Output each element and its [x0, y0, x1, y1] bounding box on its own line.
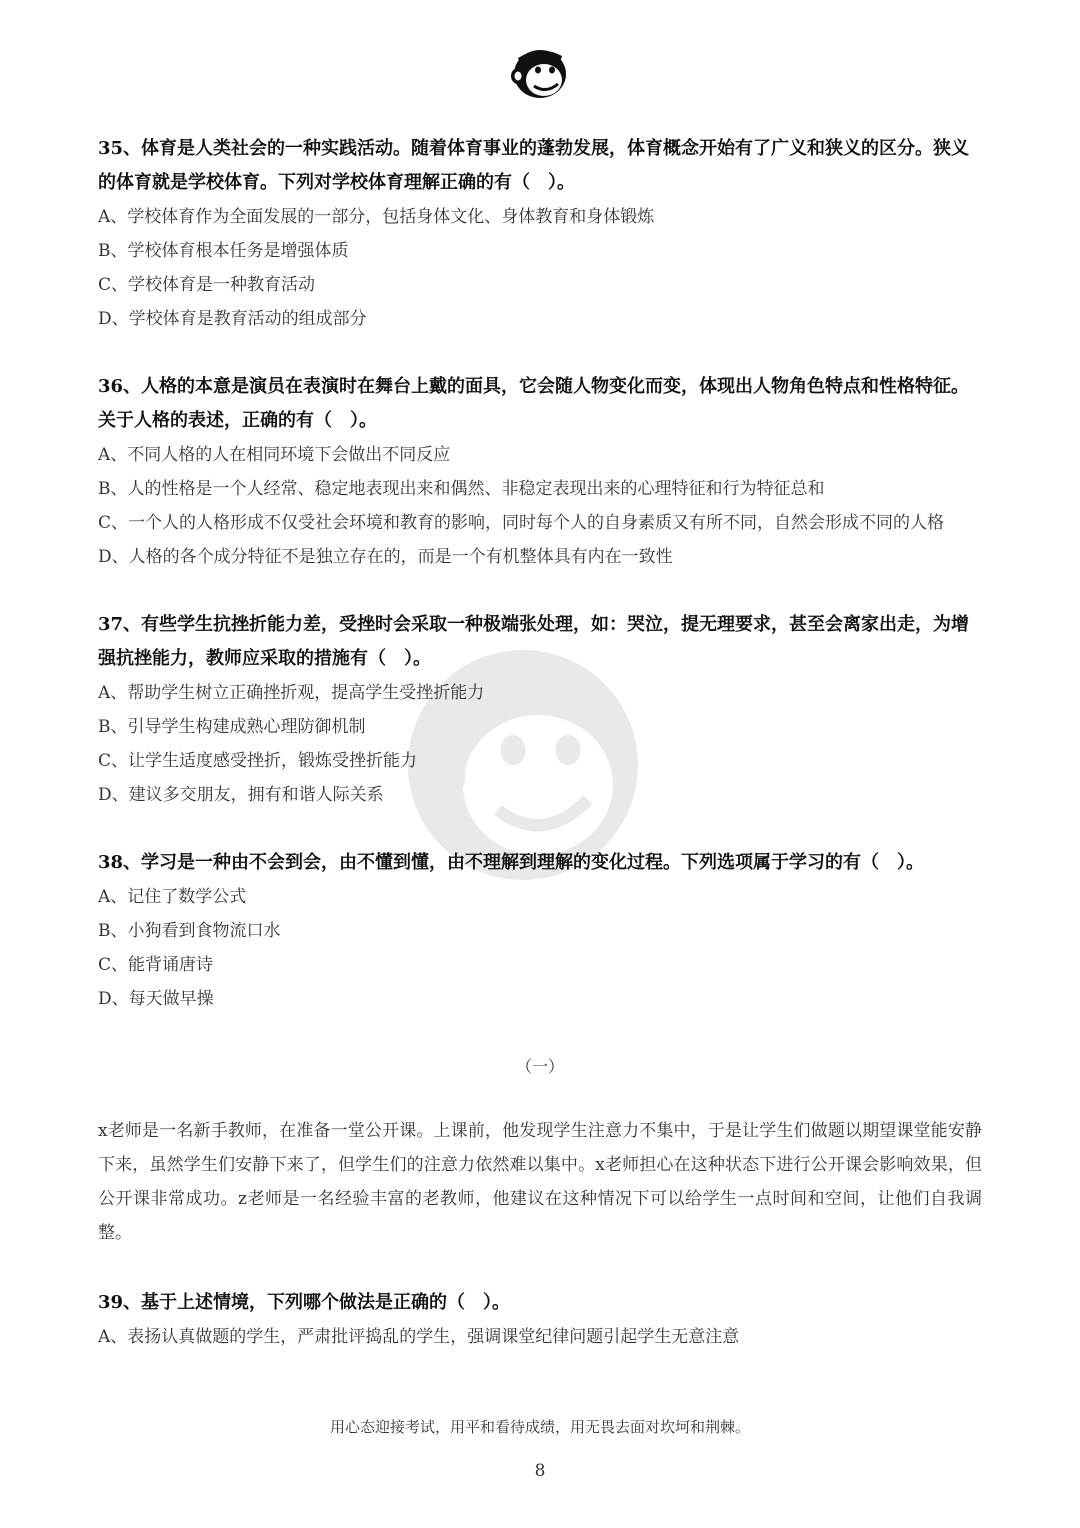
option-a: A、表扬认真做题的学生，严肃批评捣乱的学生，强调课堂纪律问题引起学生无意注意: [98, 1327, 740, 1347]
option-b: B、学校体育根本任务是增强体质: [98, 241, 349, 261]
document-body: [98, 132, 982, 1388]
question-stem: 35、体育是人类社会的一种实践活动。随着体育事业的蓬勃发展，体育概念开始有了广义和狭义的区分。狭义的体育就是学校体育。下列对学校体育理解正确的有（ ）。: [98, 138, 970, 193]
option-c: C、能背诵唐诗: [98, 955, 214, 975]
question-39: [98, 1286, 982, 1354]
monkey-logo-icon: [504, 40, 576, 104]
option-b: B、引导学生构建成熟心理防御机制: [98, 717, 366, 737]
option-d: D、人格的各个成分特征不是独立存在的，而是一个有机整体具有内在一致性: [98, 547, 673, 567]
question-stem: 39、基于上述情境，下列哪个做法是正确的（ ）。: [98, 1292, 511, 1313]
question-38: [98, 846, 982, 1016]
option-a: A、记住了数学公式: [98, 887, 247, 907]
page-number: 8: [534, 1461, 546, 1481]
option-c: C、一个人的人格形成不仅受社会环境和教育的影响，同时每个人的自身素质又有所不同，自然会形成不同的人格: [98, 513, 945, 533]
option-a: A、学校体育作为全面发展的一部分，包括身体文化、身体教育和身体锻炼: [98, 207, 655, 227]
question-stem: 36、人格的本意是演员在表演时在舞台上戴的面具，它会随人物变化而变，体现出人物角色特点和性格特征。关于人格的表述，正确的有（ ）。: [98, 376, 970, 431]
question-37: [98, 608, 982, 812]
option-c: C、让学生适度感受挫折，锻炼受挫折能力: [98, 751, 418, 771]
option-b: B、小狗看到食物流口水: [98, 921, 281, 941]
case-scenario-text: x老师是一名新手教师，在准备一堂公开课。上课前，他发现学生注意力不集中，于是让学生们做题以期望课堂能安静下来，虽然学生们安静下来了，但学生们的注意力依然难以集中。x老师担心在这种状态下进行公开课会影响效果，但公开课非常成功。z老师是一名经验丰富的老教师，他建议在这种情况下可以给学生一点时间和空间，让他们自我调整。: [98, 1121, 982, 1243]
option-b: B、人的性格是一个人经常、稳定地表现出来和偶然、非稳定表现出来的心理特征和行为特征总和: [98, 479, 825, 499]
option-a: A、不同人格的人在相同环境下会做出不同反应: [98, 445, 451, 465]
question-stem: 38、学习是一种由不会到会，由不懂到懂，由不理解到理解的变化过程。下列选项属于学习的有（ ）。: [98, 852, 925, 873]
option-d: D、建议多交朋友，拥有和谐人际关系: [98, 785, 384, 805]
footer-quote: 用心态迎接考试，用平和看待成绩，用无畏去面对坎坷和荆棘。: [329, 1418, 750, 1436]
section-marker: （一）: [515, 1057, 564, 1076]
option-a: A、帮助学生树立正确挫折观，提高学生受挫折能力: [98, 683, 485, 703]
option-d: D、每天做早操: [98, 989, 214, 1009]
option-c: C、学校体育是一种教育活动: [98, 275, 316, 295]
question-36: [98, 370, 982, 574]
question-stem: 37、有些学生抗挫折能力差，受挫时会采取一种极端张处理，如：哭泣，提无理要求，甚至会离家出走，为增强抗挫能力，教师应采取的措施有（ ）。: [98, 614, 970, 669]
question-35: [98, 132, 982, 336]
option-d: D、学校体育是教育活动的组成部分: [98, 309, 367, 329]
